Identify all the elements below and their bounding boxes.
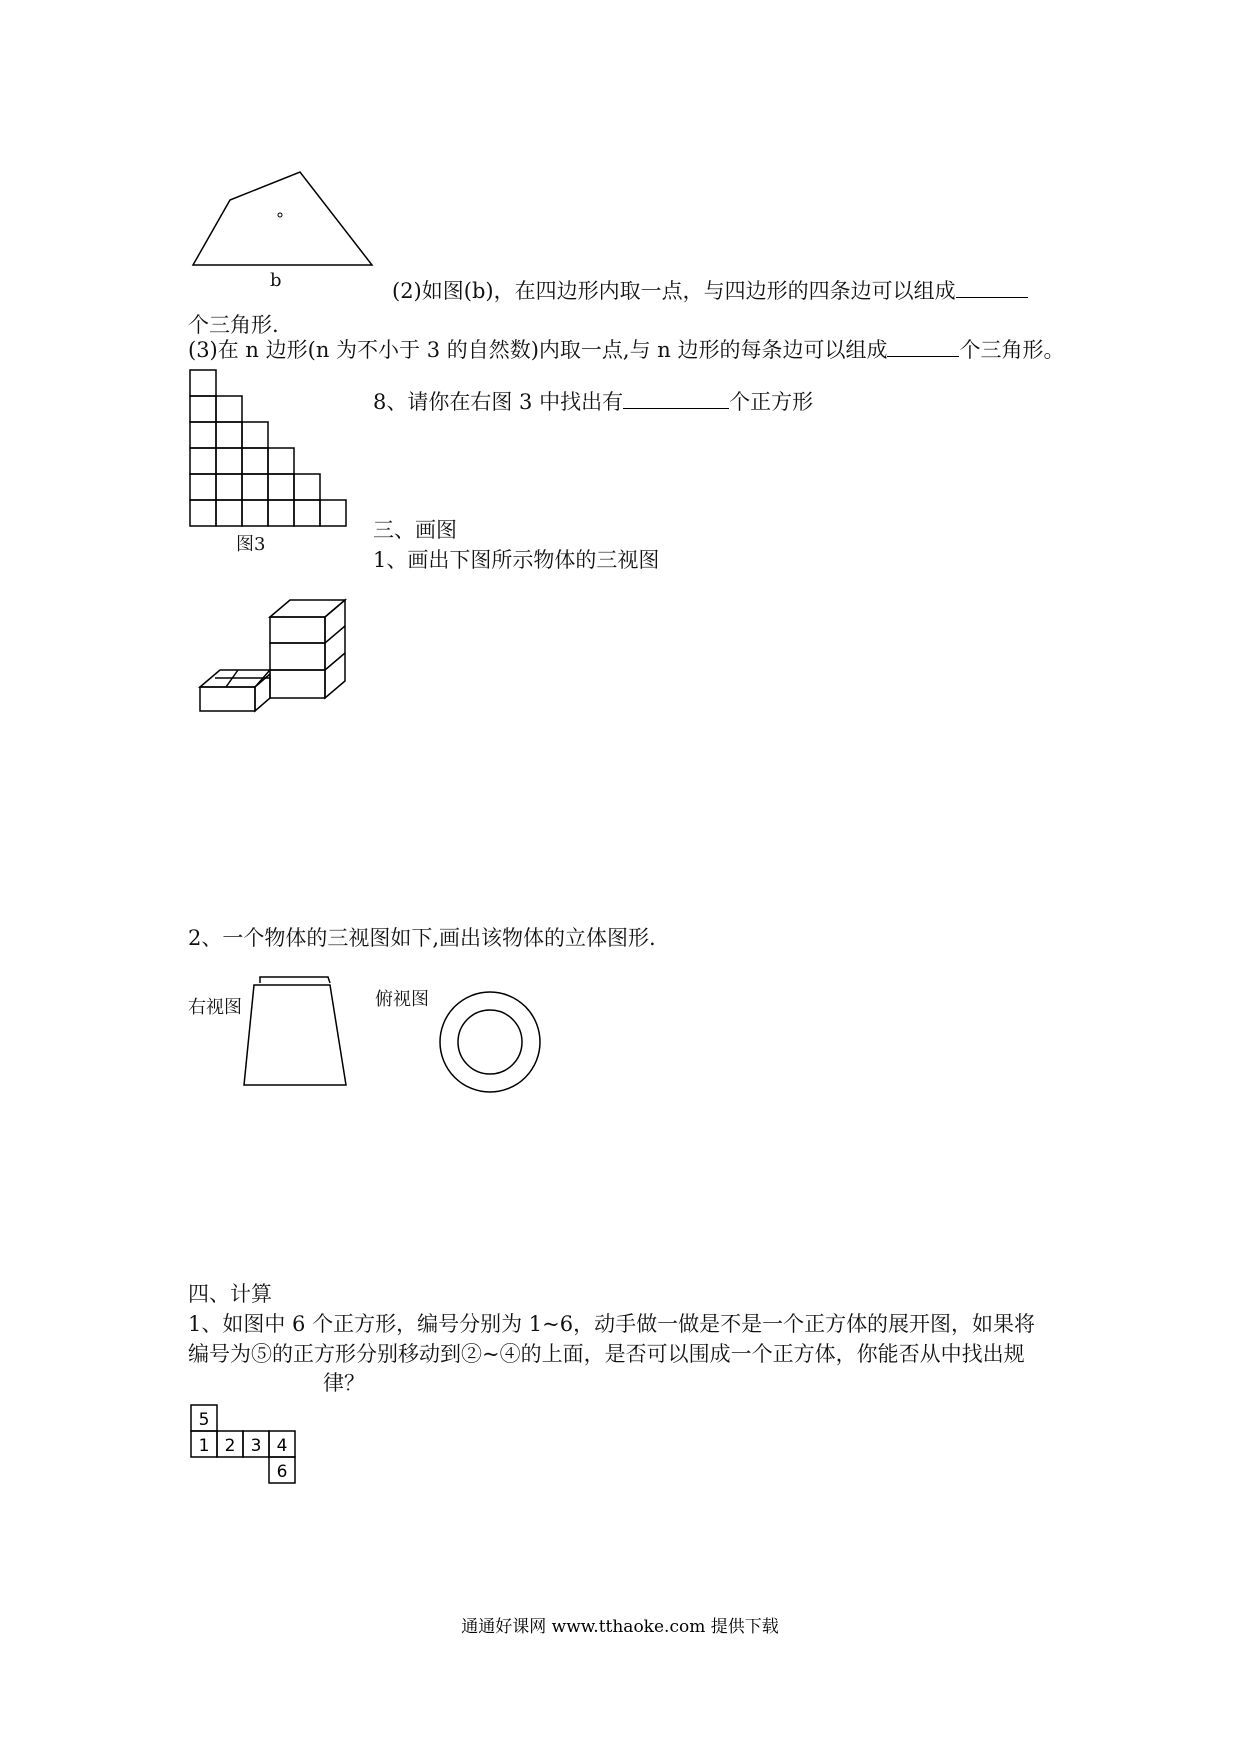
section-4-question-1-line-1: 1、如图中 6 个正方形，编号分别为 1~6，动手做一做是不是一个正方体的展开图，如果将 <box>188 1312 1036 1336</box>
net-square-label: 3 <box>250 1436 262 1456</box>
right-view-label: 右视图 <box>188 997 242 1018</box>
figure-3-label: 图3 <box>236 534 266 555</box>
net-square-label: 4 <box>276 1436 288 1456</box>
question-8-prompt: 8、请你在右图 3 中找出有 <box>373 390 624 414</box>
section-4-heading: 四、计算 <box>188 1282 272 1306</box>
top-view-rings <box>437 990 547 1100</box>
question-8-tail: 个正方形 <box>729 390 814 414</box>
net-square-label: 5 <box>198 1410 210 1430</box>
block-solid-figure <box>198 600 358 720</box>
quadrilateral-shape <box>193 172 372 265</box>
question-2-tail: 个三角形. <box>188 313 279 337</box>
interior-point <box>278 213 282 217</box>
page-footer: 通通好课网 www.tthaoke.com 提供下载 <box>461 1617 779 1637</box>
answer-blank-q2[interactable] <box>956 279 1028 298</box>
question-3-text <box>188 338 1064 362</box>
section-4-question-1-line-3: 律？ <box>323 1371 365 1395</box>
section-3-question-2: 2、一个物体的三视图如下,画出该物体的立体图形. <box>188 926 656 950</box>
question-8-text <box>373 390 813 414</box>
section-3-heading: 三、画图 <box>373 518 457 542</box>
question-3-prompt: (3)在 n 边形(n 为不小于 3 的自然数)内取一点,与 n 边形的每条边可以组成 <box>188 338 888 362</box>
staircase-grid-figure-3 <box>190 370 370 540</box>
block-solid-lines <box>200 600 345 711</box>
net-square-label: 2 <box>224 1436 236 1456</box>
question-2-prompt: (2)如图(b)，在四边形内取一点，与四边形的四条边可以组成 <box>392 279 956 303</box>
quadrilateral-figure-b <box>185 165 385 275</box>
net-square-label: 6 <box>276 1462 288 1482</box>
right-view-trapezoid <box>240 975 360 1095</box>
section-3-question-1: 1、画出下图所示物体的三视图 <box>373 548 660 572</box>
net-square-label: 1 <box>198 1436 210 1456</box>
top-view-label: 俯视图 <box>375 989 429 1010</box>
answer-blank-q8[interactable] <box>623 390 729 409</box>
question-2-text <box>392 279 1028 303</box>
cube-net-figure <box>190 1404 310 1494</box>
question-3-tail: 个三角形。 <box>959 338 1065 362</box>
section-4-question-1-line-2: 编号为⑤的正方形分别移动到②~④的上面，是否可以围成一个正方体，你能否从中找出规 <box>188 1342 1025 1366</box>
staircase-grid-lines <box>190 370 346 526</box>
answer-blank-q3[interactable] <box>887 338 959 357</box>
figure-b-label: b <box>270 270 282 291</box>
